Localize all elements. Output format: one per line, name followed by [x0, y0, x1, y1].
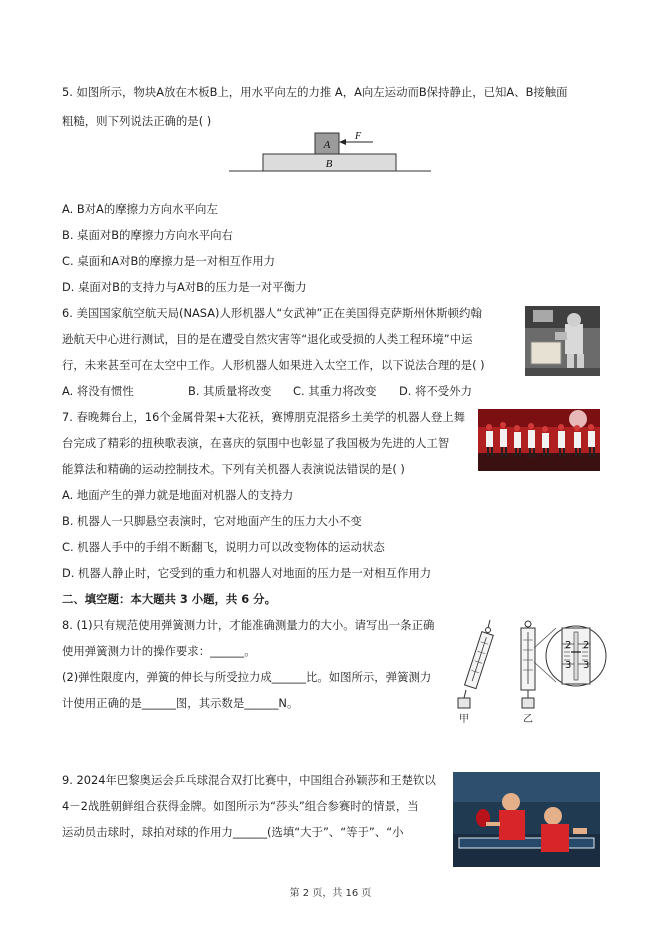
q9-line-2: 4－2战胜朝鲜组合获得金牌。如图所示为“莎头”组合参赛时的情景，当 [62, 799, 419, 813]
q6-line-2: 逊航天中心进行测试，目的是在遭受自然灾害等“退化或受损的人类工程环境”中运 [62, 332, 473, 346]
zoom-tick-3-left: 3 [565, 660, 572, 671]
zoom-tick-2-left: 2 [565, 640, 572, 651]
block-a-label: A [323, 139, 331, 151]
q6-options [62, 383, 472, 399]
q6-option-b: B. 其质量将改变 [188, 384, 272, 398]
q9-line-3: 运动员击球时，球拍对球的作用力______(选填“大于”、“等于”、“小 [62, 825, 404, 839]
table-tennis-image [453, 772, 600, 867]
q6-robot-photo [525, 306, 600, 376]
q7-line-3: 能算法和精确的运动控制技术。下列有关机器人表演说法错误的是( ) [62, 462, 405, 476]
label-yi: 乙 [523, 714, 533, 725]
zoom-tick-3-right: 3 [583, 660, 590, 671]
scale-zoom-circle [534, 626, 606, 686]
q7-option-a: A. 地面产生的弹力就是地面对机器人的支持力 [62, 488, 294, 502]
robot-image [525, 306, 600, 376]
q7-line-2: 台完成了精彩的扭秧歌表演，在喜庆的氛围中也彰显了我国极为先进的人工智 [62, 436, 450, 450]
stage-image [478, 409, 600, 471]
q6-option-a: A. 将没有惯性 [62, 384, 134, 398]
q5-figure-blocks [225, 128, 435, 176]
q6-line-1: 6. 美国国家航空航天局(NASA)人形机器人“女武神”正在美国得克萨斯州休斯顿约翰 [62, 306, 482, 320]
q8-spring-scale-figure [448, 618, 608, 728]
q9-table-tennis-photo [453, 772, 600, 867]
q7-robots-stage-photo [478, 409, 600, 471]
scale-yi [521, 621, 535, 725]
force-arrow-head [339, 139, 346, 145]
zoom-tick-2-right: 2 [583, 640, 590, 651]
section-fill-in-title: 二、填空题：本大题共 3 小题，共 6 分。 [62, 592, 276, 606]
q8-line-1: 8. (1)只有规范使用弹簧测力计，才能准确测量力的大小。请写出一条正确 [62, 618, 435, 632]
scale-jia [458, 620, 493, 725]
q9-line-1: 9. 2024年巴黎奥运会乒乓球混合双打比赛中，中国组合孙颖莎和王楚钦以 [62, 773, 436, 787]
page-footer: 第 2 页，共 16 页 [289, 888, 372, 899]
q6-option-d: D. 将不受外力 [399, 384, 472, 398]
q5-line-1: 5. 如图所示，物块A放在木板B上，用水平向左的力推 A，A向左运动而B保持静止，已知A、B接触面 [62, 85, 568, 99]
q6-option-c: C. 其重力将改变 [293, 384, 377, 398]
q7-option-c: C. 机器人手中的手绢不断翻飞，说明力可以改变物体的运动状态 [62, 540, 385, 554]
q7-line-1: 7. 春晚舞台上，16个金属骨架+大花袄，赛博朋克混搭乡土美学的机器人登上舞 [62, 410, 466, 424]
q7-option-b: B. 机器人一只脚悬空表演时，它对地面产生的压力大小不变 [62, 514, 362, 528]
q8-line-4: 计使用正确的是______图，其示数是______N。 [62, 696, 299, 710]
q5-option-b: B. 桌面对B的摩擦力方向水平向右 [62, 228, 233, 242]
q5-option-c: C. 桌面和A对B的摩擦力是一对相互作用力 [62, 254, 276, 268]
q6-line-3: 行，未来甚至可在太空中工作。人形机器人如果进入太空工作，以下说法合理的是( ) [62, 358, 485, 372]
q8-line-2: 使用弹簧测力计的操作要求：______。 [62, 644, 256, 658]
q7-option-d: D. 机器人静止时，它受到的重力和机器人对地面的压力是一对相互作用力 [62, 566, 432, 580]
force-label: F [355, 131, 362, 142]
label-jia: 甲 [459, 714, 469, 725]
q5-option-a: A. B对A的摩擦力方向水平向左 [62, 202, 218, 216]
board-b-label: B [325, 158, 333, 170]
q5-option-d: D. 桌面对B的支持力与A对B的压力是一对平衡力 [62, 280, 307, 294]
q5-line-2: 粗糙，则下列说法正确的是( ) [62, 114, 212, 128]
q8-line-3: (2)弹性限度内，弹簧的伸长与所受拉力成______比。如图所示，弹簧测力 [62, 670, 432, 684]
